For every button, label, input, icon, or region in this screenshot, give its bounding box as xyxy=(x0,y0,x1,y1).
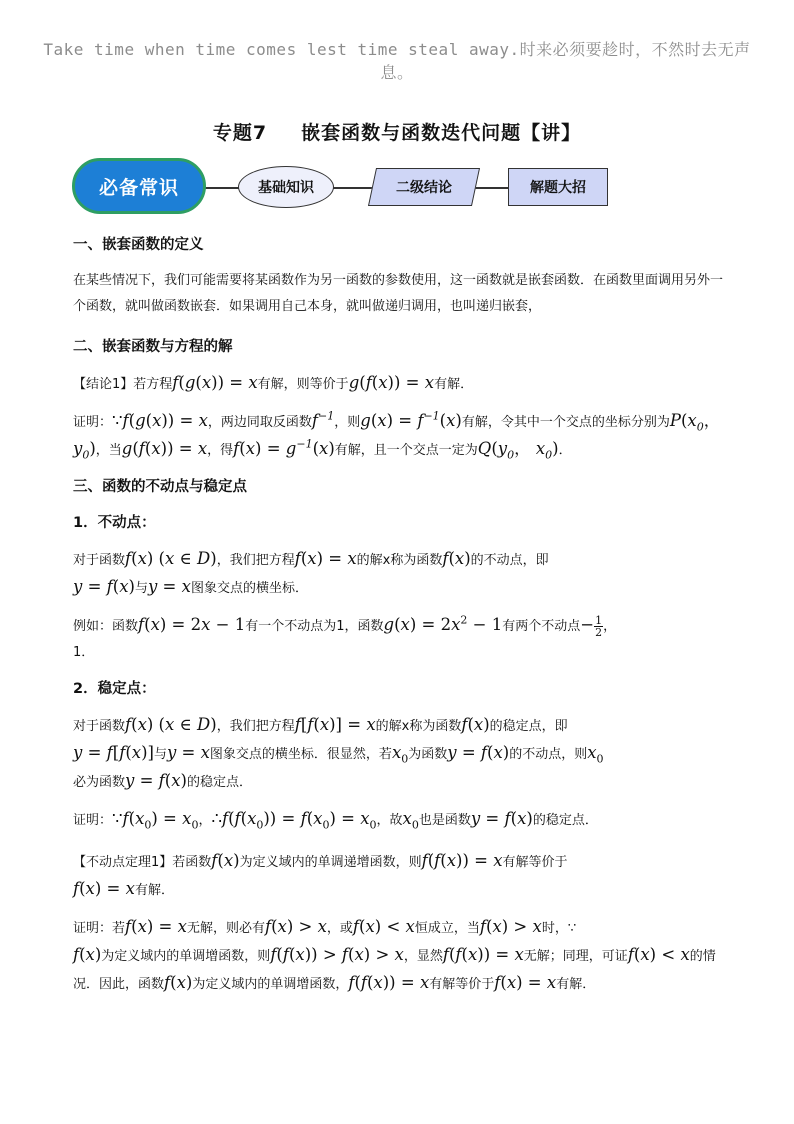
flow-main-pill: 必备常识 xyxy=(72,158,206,214)
conclusion-1: 【结论1】若方程f(g(x)) = x有解，则等价于g(f(x)) = x有解． xyxy=(73,373,474,392)
subheading-stable-point: 2．稳定点： xyxy=(73,681,156,697)
flow-connector xyxy=(332,187,376,189)
page-motto: Take time when time comes lest time steal away.时来必须要趁时，不然时去无声息。 xyxy=(43,40,751,82)
proof-conclusion-1: 证明：∵f(g(x)) = x，两边同取反函数$f^{-1}$，则$g(x) = f^{-1}(x)$有解，令其中一个交点的坐标分别为$P(x_0$， $y_0$)，当g(f(x)) = x，得$f(x) = g^{-1}(x)$有解，且一个交点一定为$Q(y_0$， $x_0$)． xyxy=(73,409,721,462)
topic-flowchart xyxy=(72,158,632,218)
fixed-point-theorem-1: 【不动点定理1】若函数f(x)为定义域内的单调递增函数，则f(f(x)) = x有解等价于 f(x) = x有解． xyxy=(73,851,568,898)
paragraph-definition: 在某些情况下，我们可能需要将某函数作为另一函数的参数使用，这一函数就是嵌套函数．在函数里面调用另外一个函数，就叫做函数嵌套．如果调用自己本身，就叫做递归调用，也叫递归嵌套， xyxy=(73,273,724,314)
fixed-point-example: 例如：函数f(x) = 2x − 1有一个不动点为1，函数$g(x) = 2x^2 - 1$有两个不动点− $\frac{1}{2}$ ， 1． xyxy=(73,613,617,660)
section-heading-1: 一、嵌套函数的定义 xyxy=(73,237,204,253)
section-heading-2: 二、嵌套函数与方程的解 xyxy=(73,339,233,355)
page-title xyxy=(0,118,794,145)
flow-step-conclusion-label: 二级结论 xyxy=(396,180,452,196)
flow-step-basic: 基础知识 xyxy=(238,166,334,208)
section-heading-3: 三、函数的不动点与稳定点 xyxy=(73,479,247,495)
subheading-fixed-point: 1．不动点： xyxy=(73,515,156,531)
topic-number: 专题7 xyxy=(212,122,268,144)
fixed-point-definition: 对于函数f(x) (x ∈ D)，我们把方程f(x) = x的解x称为函数f(x)的不动点，即 y = f(x)与y = x图象交点的横坐标． xyxy=(73,549,549,596)
stable-point-proof: 证明：$\because f(x_0) = x_0$，$\therefore f(f(x_0)) = f(x_0) = x_0$，故$x_0$也是函数y = f(x)的稳定点． xyxy=(73,809,598,832)
flow-step-conclusion xyxy=(372,168,476,206)
fraction-one-half: $\frac{1}{2}$ xyxy=(595,614,603,639)
flow-connector xyxy=(204,187,240,189)
topic-name: 嵌套函数与函数迭代问题【讲】 xyxy=(301,122,582,144)
flow-step-tricks: 解题大招 xyxy=(508,168,608,206)
document-body xyxy=(73,232,723,1008)
flow-connector xyxy=(474,187,510,189)
theorem-proof: 证明：若f(x) = x无解，则必有f(x) > x，或f(x) < x恒成立，当f(x) > x时，∵ f(x)为定义域内的单调增函数，则f(f(x)) > f(x) > x，显然f(f(x)) = x无解；同理，可证f(x) < x的情况．因此，函数f(x)为定义域内的单调增函数，f(f(x)) = x有解等价于f(x) = x有解． xyxy=(73,917,716,992)
stable-point-definition: 对于函数f(x) (x ∈ D)，我们把方程f[f(x)] = x的解x称为函数f(x)的稳定点，即 y = f[f(x)]与y = x图象交点的横坐标．很显然，若$x_0$为函数y = f(x)的不动点，则$x_0$ 必为函数y = f(x)的稳定点． xyxy=(73,715,604,790)
